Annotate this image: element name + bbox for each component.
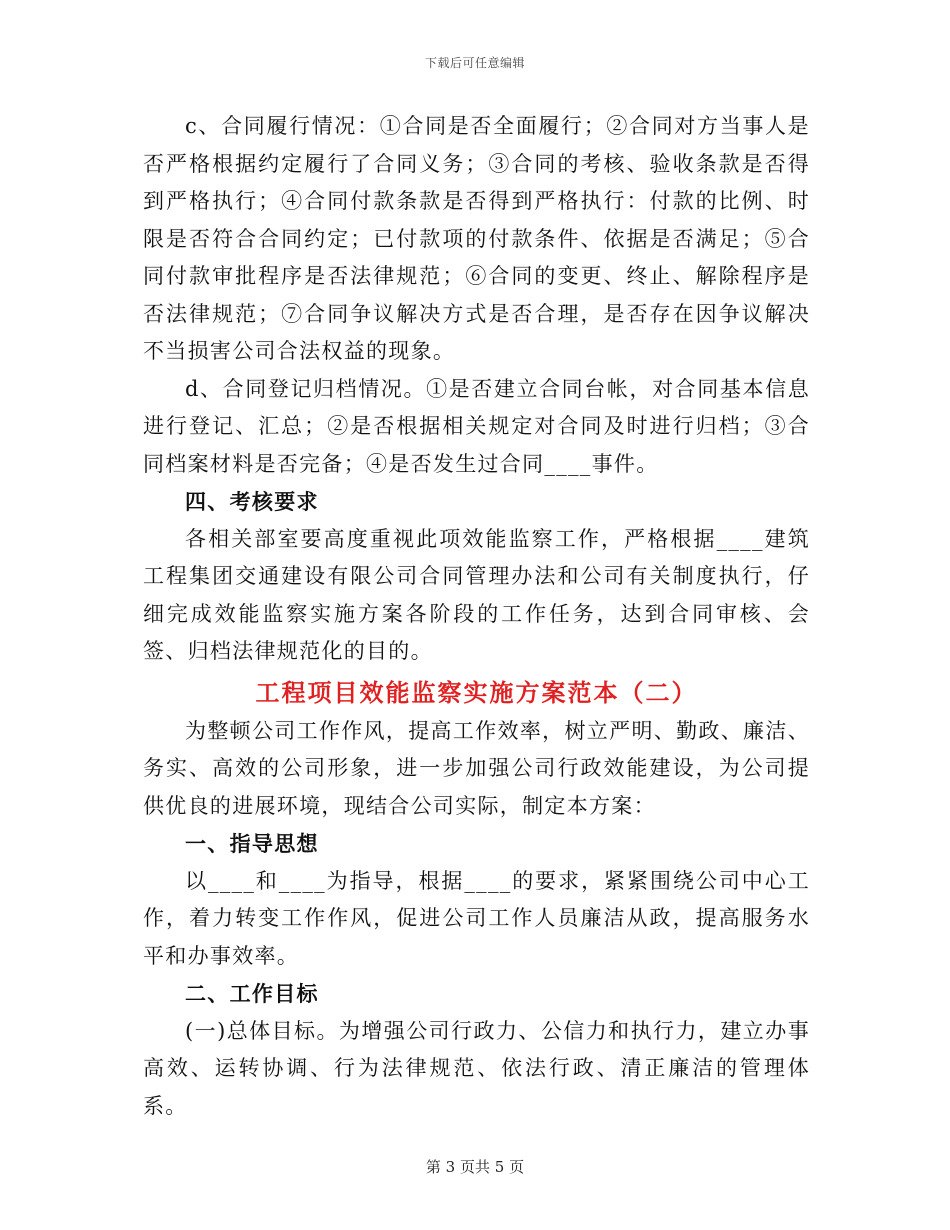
heading-guiding-ideology: 一、指导思想 xyxy=(185,831,319,856)
page-number: 第 3 页共 5 页 xyxy=(425,1158,525,1176)
heading-work-goals: 二、工作目标 xyxy=(185,981,319,1006)
document-body xyxy=(143,108,810,1125)
paragraph-assessment-requirements: 各相关部室要高度重视此项效能监察工作，严格根据____建筑工程集团交通建设有限公司合同管理办法和公司有关制度执行，仔细完成效能监察实施方案各阶段的工作任务，达到合同审核、会签、归档法律规范化的目的。 xyxy=(143,526,810,663)
paragraph-contract-archiving: d、合同登记归档情况。①是否建立合同台帐，对合同基本信息进行登记、汇总；②是否根据相关规定对合同及时进行归档；③合同档案材料是否完备；④是否发生过合同____事件。 xyxy=(143,376,810,476)
paragraph-overall-goal: (一)总体目标。为增强公司行政力、公信力和执行力，建立办事高效、运转协调、行为法律规范、依法行政、清正廉洁的管理体系。 xyxy=(143,1018,810,1118)
paragraph-guiding-ideology: 以____和____为指导，根据____的要求，紧紧围绕公司中心工作，着力转变工作作风，促进公司工作人员廉洁从政，提高服务水平和办事效率。 xyxy=(143,868,810,968)
paragraph-introduction: 为整顿公司工作作风，提高工作效率，树立严明、勤政、廉洁、务实、高效的公司形象，进一步加强公司行政效能建设，为公司提供优良的进展环境，现结合公司实际，制定本方案： xyxy=(143,718,810,818)
page-header: 下载后可任意编辑 xyxy=(424,56,525,70)
paragraph-contract-performance: c、合同履行情况：①合同是否全面履行；②合同对方当事人是否严格根据约定履行了合同义务；③合同的考核、验收条款是否得到严格执行；④合同付款条款是否得到严格执行：付款的比例、时限是否符合合同约定；已付款项的付款条件、依据是否满足；⑤合同付款审批程序是否法律规范；⑥合同的变更、终止、解除程序是否法律规范；⑦合同争议解决方式是否合理，是否存在因争议解决不当损害公司合法权益的现象。 xyxy=(143,114,810,363)
section-title: 工程项目效能监察实施方案范本（二） xyxy=(255,677,698,707)
heading-assessment-requirements: 四、考核要求 xyxy=(185,489,319,514)
